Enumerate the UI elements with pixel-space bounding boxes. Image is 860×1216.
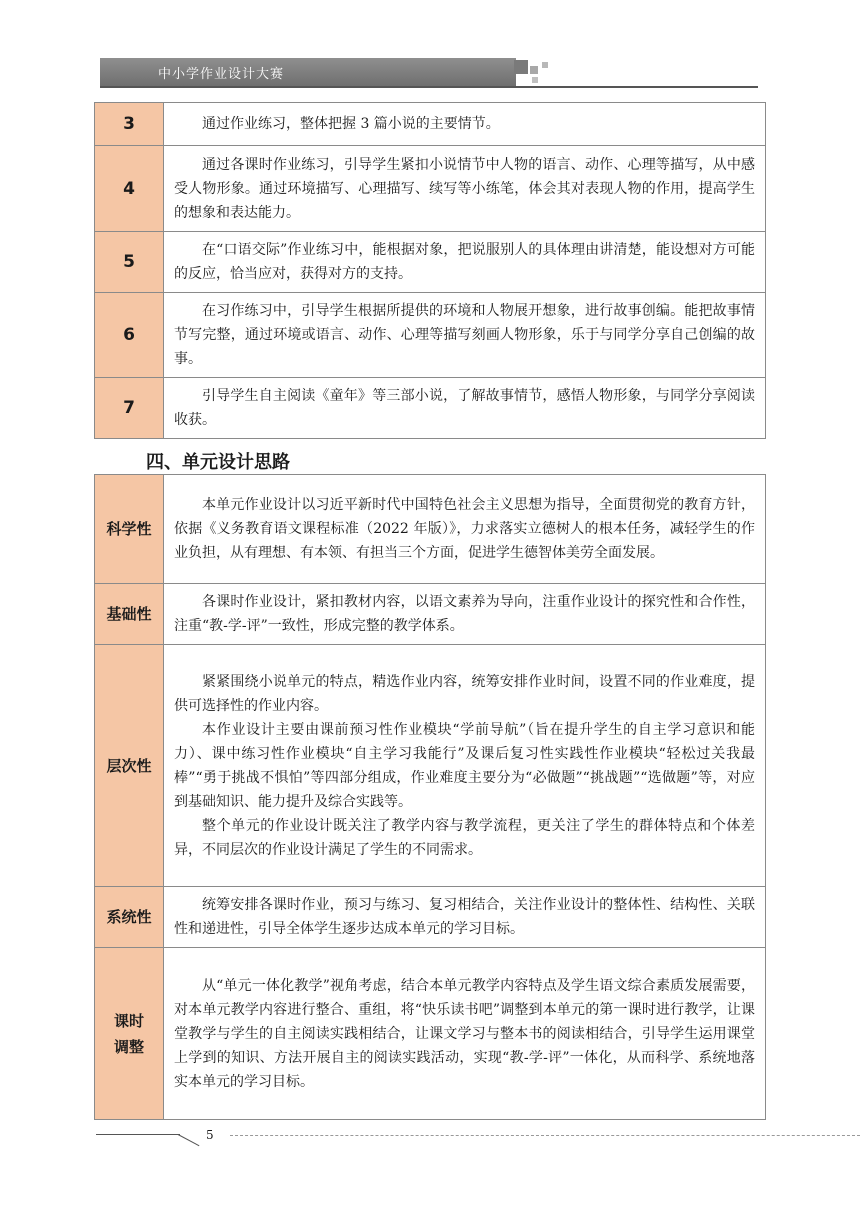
table-row <box>95 584 766 645</box>
table-row <box>95 475 766 584</box>
row-text: 本单元作业设计以习近平新时代中国特色社会主义思想为指导，全面贯彻党的教育方针，依据《义务教育语文课程标准（2022 年版）》，力求落实立德树人的根本任务，减轻学生的作业负担，从有理想、有本领、有担当三个方面，促进学生德智体美劳全面发展。 <box>164 475 766 584</box>
row-text: 各课时作业设计，紧扣教材内容，以语文素养为导向，注重作业设计的探究性和合作性，注重“教-学-评”一致性，形成完整的教学体系。 <box>164 584 766 645</box>
table-row <box>95 378 766 439</box>
row-text: 在“口语交际”作业练习中，能根据对象，把说服别人的具体理由讲清楚，能设想对方可能的反应，恰当应对，获得对方的支持。 <box>164 232 766 293</box>
row-label <box>95 948 164 1120</box>
row-number: 5 <box>95 232 164 293</box>
design-table <box>94 474 766 1120</box>
decor-square <box>514 60 528 74</box>
row-label: 系统性 <box>95 887 164 948</box>
row-text: 统筹安排各课时作业，预习与练习、复习相结合，关注作业设计的整体性、结构性、关联性和递进性，引导全体学生逐步达成本单元的学习目标。 <box>164 887 766 948</box>
decor-square <box>532 77 538 83</box>
row-text: 引导学生自主阅读《童年》等三部小说，了解故事情节，感悟人物形象，与同学分享阅读收获。 <box>164 378 766 439</box>
row-label: 层次性 <box>95 645 164 887</box>
row-text: 通过作业练习，整体把握 3 篇小说的主要情节。 <box>164 103 766 146</box>
row-text: 在习作练习中，引导学生根据所提供的环境和人物展开想象，进行故事创编。能把故事情节写完整，通过环境或语言、动作、心理等描写刻画人物形象，乐于与同学分享自己创编的故事。 <box>164 293 766 378</box>
row-label: 科学性 <box>95 475 164 584</box>
objectives-table <box>94 102 766 439</box>
footer-rule-slant <box>178 1134 200 1146</box>
row-label-line: 调整 <box>113 1037 144 1056</box>
row-number: 6 <box>95 293 164 378</box>
row-text: 从“单元一体化教学”视角考虑，结合本单元教学内容特点及学生语文综合素质发展需要，对本单元教学内容进行整合、重组，将“快乐读书吧”调整到本单元的第一课时进行教学，让课堂教学与学生的自主阅读实践相结合，让课文学习与整本书的阅读相结合，引导学生运用课堂上学到的知识、方法开展自主的阅读实践活动，实现“教-学-评”一体化，从而科学、系统地落实本单元的学习目标。 <box>164 948 766 1120</box>
table-row <box>95 645 766 887</box>
page-header <box>96 58 758 90</box>
footer-dashed-rule <box>230 1135 860 1136</box>
table-row <box>95 103 766 146</box>
section-heading: 四、单元设计思路 <box>146 452 290 473</box>
row-label: 基础性 <box>95 584 164 645</box>
decor-square <box>530 66 538 74</box>
row-number: 7 <box>95 378 164 439</box>
page-number: 5 <box>206 1128 214 1142</box>
table-row <box>95 146 766 232</box>
footer-rule <box>96 1134 180 1135</box>
header-rule <box>100 86 758 88</box>
table-row <box>95 948 766 1120</box>
table-row <box>95 232 766 293</box>
row-number: 4 <box>95 146 164 232</box>
row-label-line: 课时 <box>113 1011 144 1030</box>
row-text: 紧紧围绕小说单元的特点，精选作业内容，统筹安排作业时间，设置不同的作业难度，提供可选择性的作业内容。 本作业设计主要由课前预习性作业模块“学前导航”（旨在提升学生的自主学习意识和能力）、课中练习性作业模块“自主学习我能行”及课后复习性实践性作业模块“轻松过关我最棒”“勇于挑战不惧怕”等四部分组成，作业难度主要分为“必做题”“挑战题”“选做题”等，对应到基础知识、能力提升及综合实践等。 整个单元的作业设计既关注了教学内容与教学流程，更关注了学生的群体特点和个体差异，不同层次的作业设计满足了学生的不同需求。 <box>164 645 766 887</box>
row-text: 通过各课时作业练习，引导学生紧扣小说情节中人物的语言、动作、心理等描写，从中感受人物形象。通过环境描写、心理描写、续写等小练笔，体会其对表现人物的作用，提高学生的想象和表达能力。 <box>164 146 766 232</box>
table-row <box>95 293 766 378</box>
table-row <box>95 887 766 948</box>
header-title: 中小学作业设计大赛 <box>158 67 285 82</box>
decor-square <box>542 62 548 68</box>
row-number: 3 <box>95 103 164 146</box>
